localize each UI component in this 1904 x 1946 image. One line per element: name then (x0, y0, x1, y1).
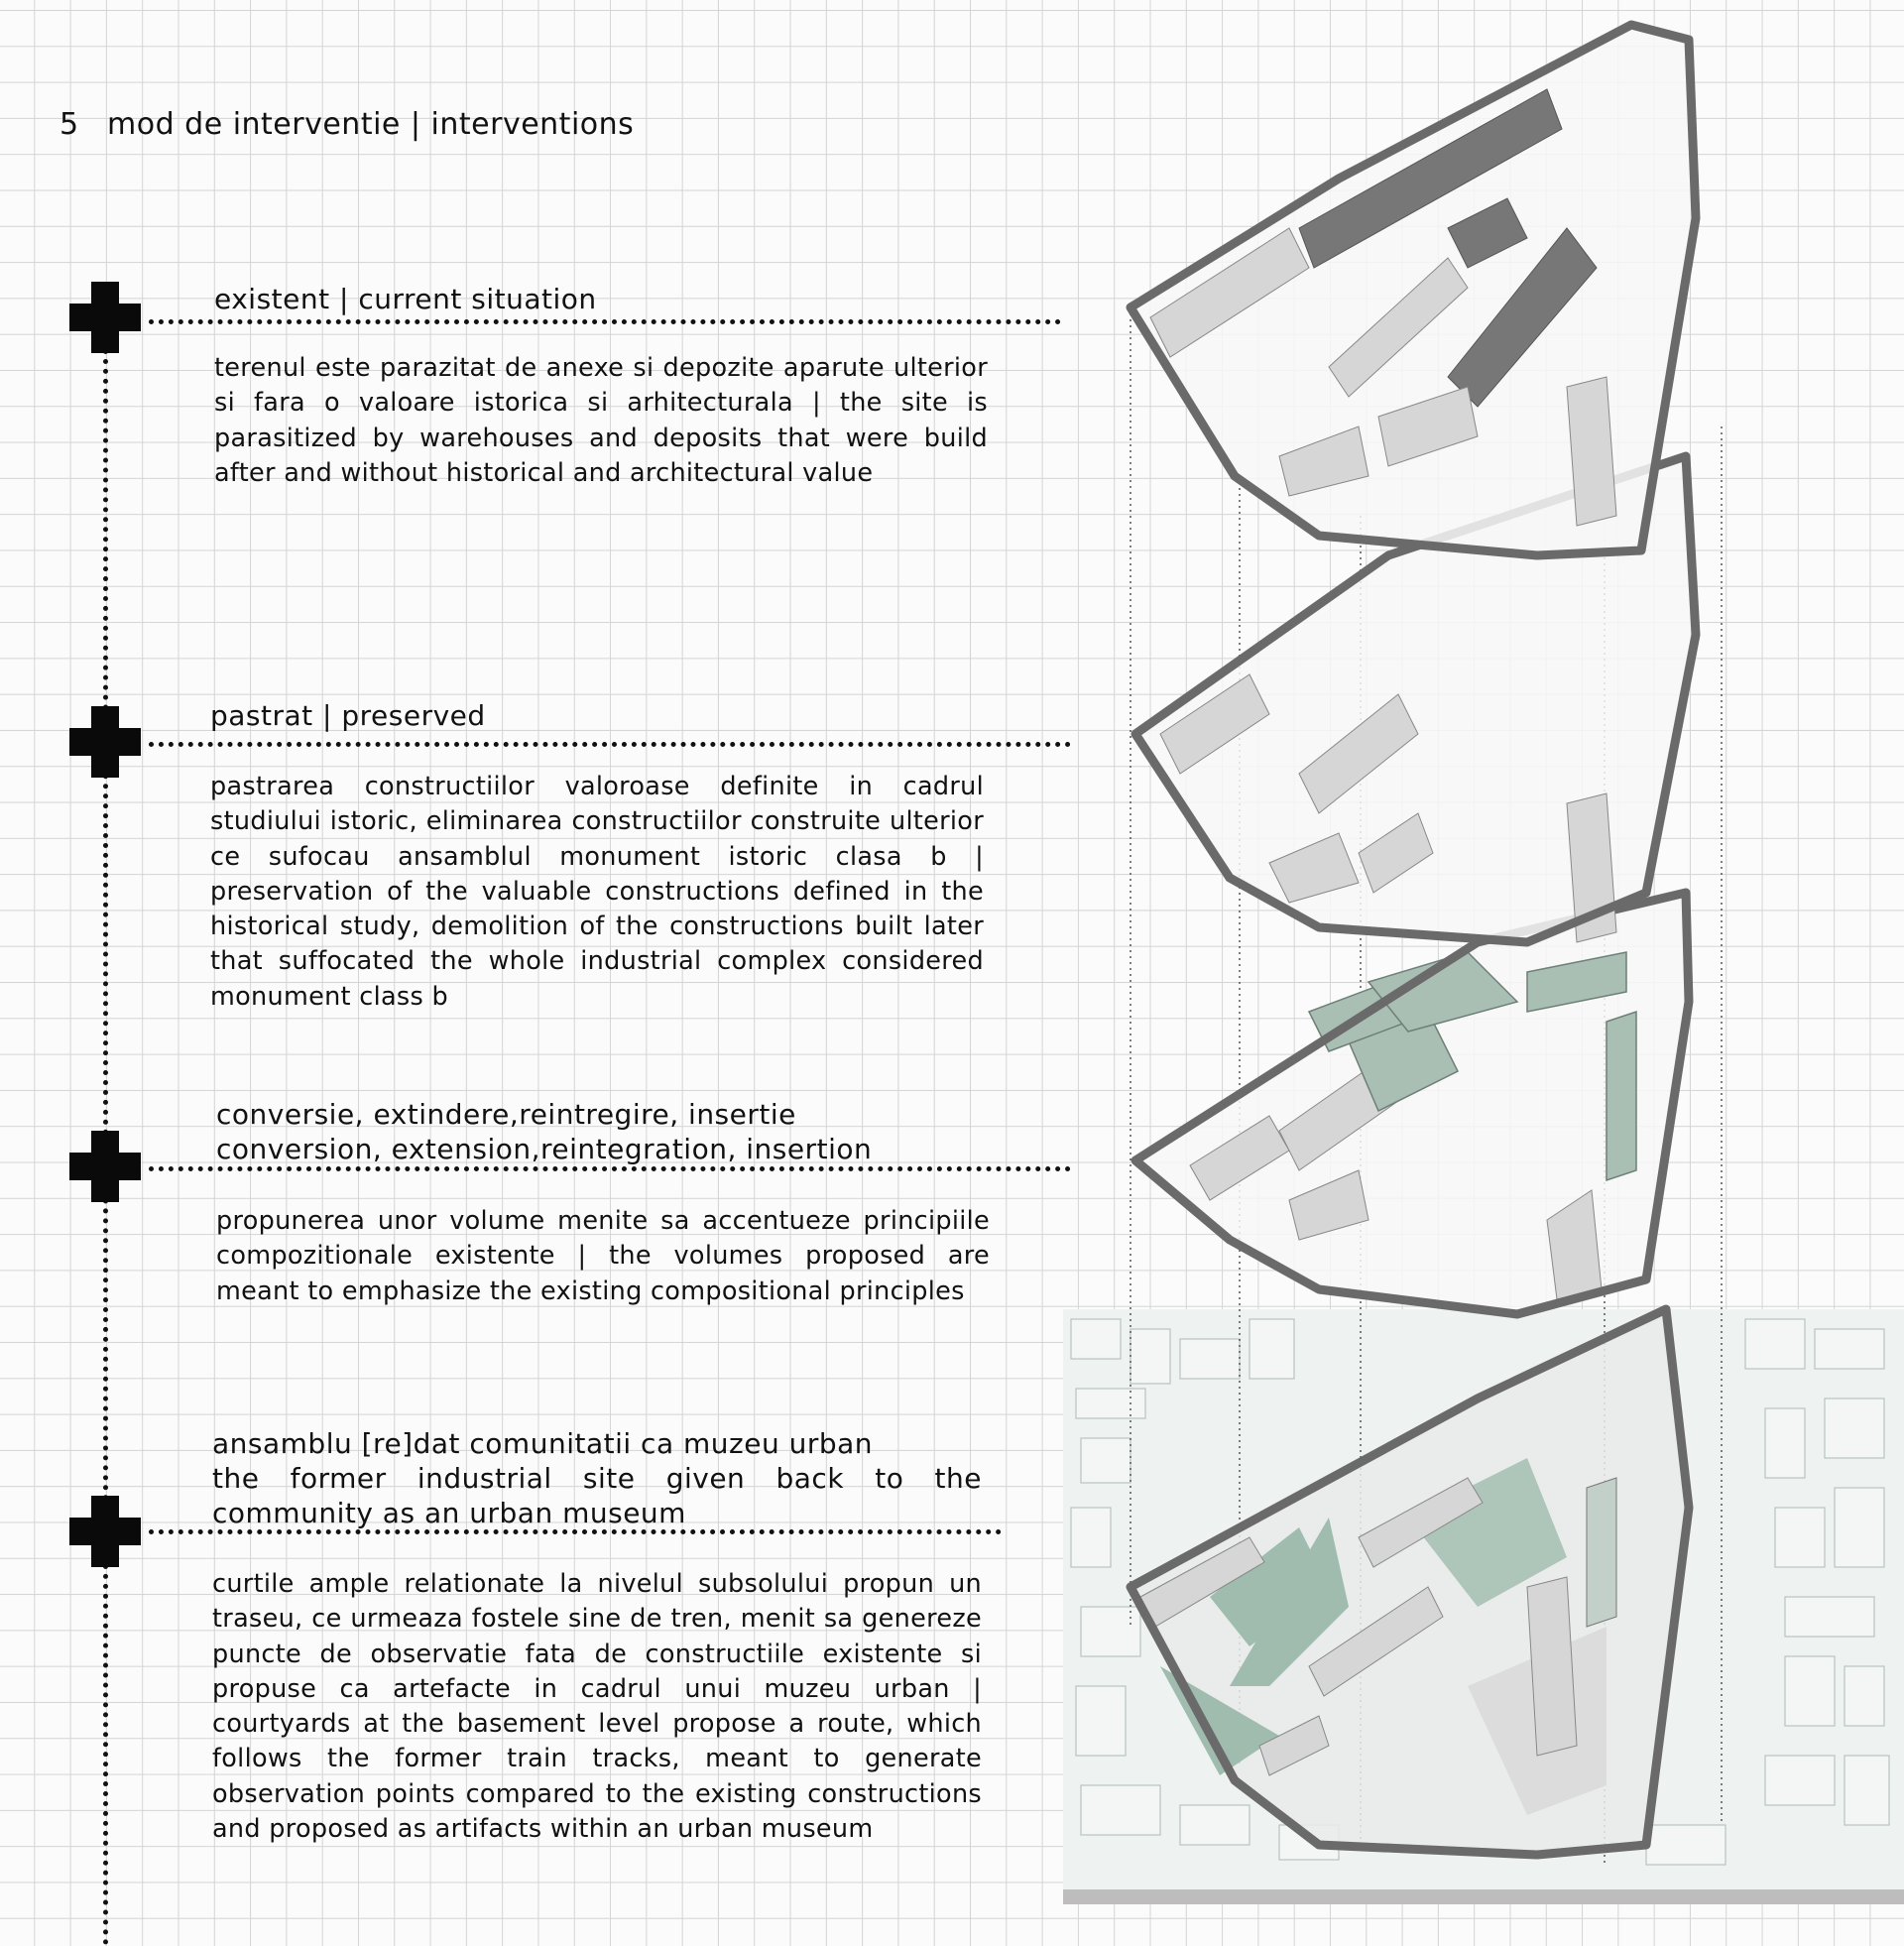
leader-line (149, 1166, 1071, 1171)
layer-conversion (1135, 893, 1689, 1314)
section-title: mod de interventie | interventions (107, 107, 635, 142)
plus-icon (69, 1496, 141, 1567)
section-heading: existent | current situation (214, 283, 597, 315)
section-number: 5 (60, 107, 79, 142)
plus-icon (69, 282, 141, 353)
section-heading: conversie, extindere,reintregire, insertie (216, 1098, 796, 1131)
leader-line (149, 319, 1061, 324)
section-heading: the former industrial site given back to the community as an urban museum (212, 1462, 982, 1529)
page-title (60, 107, 634, 142)
section-body: propunerea unor volume menite sa accentueze principiile compozitionale existente | the volumes proposed are meant to emphasize the existing compositional principles (216, 1206, 990, 1306)
section-body: terenul este parazitat de anexe si depozite aparute ulterior si fara o valoare istorica si arhitecturala | the site is parasitized by warehouses and deposits that were build after and without historical and architectural value (214, 353, 988, 488)
section-heading: conversion, extension,reintegration, insertion (216, 1133, 873, 1165)
plus-icon (69, 1131, 141, 1202)
section-body: pastrarea constructiilor valoroase definite in cadrul studiului istoric, eliminarea constructiilor construite ulterior ce sufocau ansamblul monument istoric clasa b | preservation of the valuable constructions defined in the historical study, demolition of the constructions built later that suffocated the whole industrial complex considered monument class b (210, 772, 984, 1012)
leader-line (149, 742, 1071, 747)
section-heading: pastrat | preserved (210, 699, 486, 732)
layer-existing (1130, 25, 1696, 555)
section-heading: ansamblu [re]dat comunitatii ca muzeu urban (212, 1427, 874, 1460)
plus-icon (69, 706, 141, 778)
axonometric-diagram (1051, 0, 1904, 1904)
section-body: curtile ample relationate la nivelul subsolului propun un traseu, ce urmeaza fostele sine de tren, menit sa genereze puncte de observatie fata de constructiile existente si propuse ca artefacte in cadrul unui muzeu urban | courtyards at the basement level propose a route, which follows the former train tracks, meant to generate observation points compared to the existing constructions and proposed as artifacts within an urban museum (212, 1569, 982, 1845)
